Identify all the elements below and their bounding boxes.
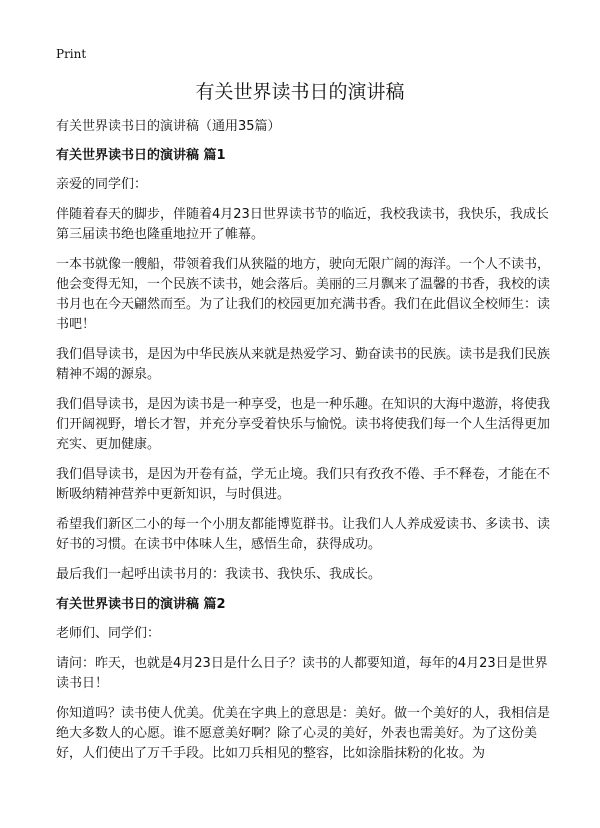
- paragraph: 亲爱的同学们：: [56, 177, 148, 192]
- paragraph: 一本书就像一艘船，带领着我们从狭隘的地方，驶向无限广阔的海洋。一个人不读书，他会变得无知，一个民族不读书，她会落后。美丽的三月飘来了温馨的书香，我校的读书月也在今天翩然而至。为了让我们的校园更加充满书香。我们在此倡议全校师生：读书吧！: [56, 257, 551, 332]
- section-heading-2: 有关世界读书日的演讲稿 篇2: [56, 597, 226, 612]
- paragraph: 你知道吗？读书使人优美。优美在字典上的意思是：美好。做一个美好的人，我相信是绝大多数人的心愿。谁不愿意美好啊？除了心灵的美好，外表也需美好。为了这份美好，人们使出了万千手段。比如刀兵相见的整容，比如涂脂抹粉的化妆。为: [56, 706, 551, 761]
- paragraph: 我们倡导读书，是因为开卷有益，学无止境。我们只有孜孜不倦、手不释卷，才能在不断吸纳精神营养中更新知识，与时俱进。: [56, 467, 551, 502]
- paragraph: 最后我们一起呼出读书月的：我读书、我快乐、我成长。: [56, 567, 382, 582]
- paragraph: 老师们、同学们：: [56, 626, 161, 641]
- paragraph: 我们倡导读书，是因为中华民族从来就是热爱学习、勤奋读书的民族。读书是我们民族精神不竭的源泉。: [56, 347, 551, 382]
- paragraph: 希望我们新区二小的每一个小朋友都能博览群书。让我们人人养成爱读书、多读书、读好书的习惯。在读书中体味人生，感悟生命，获得成功。: [56, 517, 551, 552]
- document-subtitle: 有关世界读书日的演讲稿（通用35篇）: [56, 119, 281, 134]
- print-link[interactable]: Print: [56, 47, 87, 61]
- section-heading-1: 有关世界读书日的演讲稿 篇1: [56, 148, 226, 163]
- document-body: [56, 117, 550, 774]
- paragraph: 伴随着春天的脚步，伴随着4月23日世界读书节的临近，我校我读书，我快乐，我成长第三届读书绝也隆重地拉开了帷幕。: [56, 207, 549, 242]
- paragraph: 我们倡导读书，是因为读书是一种享受，也是一种乐趣。在知识的大海中遨游，将使我们开阔视野，增长才智，并充分享受着快乐与愉悦。读书将使我们每一个人生活得更加充实、更加健康。: [56, 397, 551, 452]
- page-title: 有关世界读书日的演讲稿: [195, 81, 405, 103]
- paragraph: 请问：昨天，也就是4月23日是什么日子？读书的人都要知道，每年的4月23日是世界读书日！: [56, 656, 548, 691]
